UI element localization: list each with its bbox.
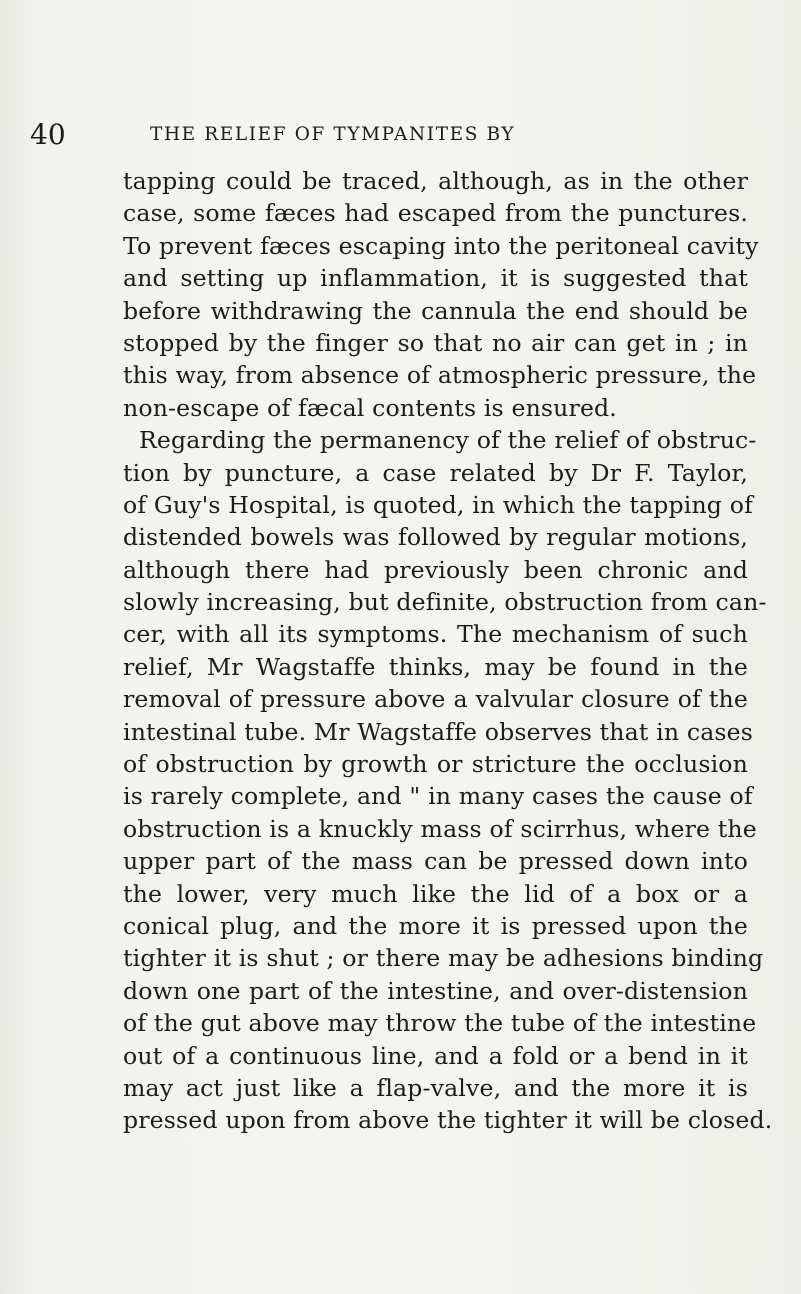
text-line: this way, from absence of atmospheric pressure, the bbox=[123, 361, 757, 390]
text-line: upper part of the mass can be pressed down into bbox=[123, 847, 748, 876]
page-number: 40 bbox=[30, 118, 66, 151]
text-line: tion by puncture, a case related by Dr F. Taylor, bbox=[123, 458, 748, 487]
text-line: down one part of the intestine, and over-distension bbox=[123, 976, 748, 1005]
text-line: of Guy's Hospital, is quoted, in which the tapping of bbox=[123, 490, 753, 519]
page-header bbox=[30, 118, 790, 158]
running-head: THE RELIEF OF TYMPANITES BY bbox=[150, 124, 516, 145]
text-line: stopped by the finger so that no air can get in ; in bbox=[123, 328, 748, 357]
text-line: To prevent fæces escaping into the peritoneal cavity bbox=[123, 231, 759, 260]
text-line: distended bowels was followed by regular motions, bbox=[123, 523, 748, 552]
text-line: of obstruction by growth or stricture the occlusion bbox=[123, 750, 748, 779]
text-line: tapping could be traced, although, as in the other bbox=[123, 167, 748, 195]
text-line: tighter it is shut ; or there may be adhesions binding bbox=[123, 944, 764, 973]
text-line: pressed upon from above the tighter it will be closed. bbox=[123, 1106, 773, 1135]
text-line: intestinal tube. Mr Wagstaffe observes that in cases bbox=[123, 717, 754, 746]
text-line: case, some fæces had escaped from the punctures. bbox=[123, 199, 748, 228]
text-line: Regarding the permanency of the relief of obstruc- bbox=[139, 426, 757, 455]
text-line: may act just like a flap-valve, and the more it is bbox=[123, 1073, 748, 1102]
text-line: slowly increasing, but definite, obstruction from can- bbox=[123, 588, 767, 617]
body-text bbox=[123, 165, 773, 1137]
text-line: cer, with all its symptoms. The mechanism of such bbox=[123, 620, 748, 649]
text-line: non-escape of fæcal contents is ensured. bbox=[123, 393, 617, 422]
text-line: obstruction is a knuckly mass of scirrhus, where the bbox=[123, 814, 757, 843]
text-line: the lower, very much like the lid of a box or a bbox=[123, 879, 748, 908]
text-line: removal of pressure above a valvular closure of the bbox=[123, 685, 748, 714]
text-line: out of a continuous line, and a fold or a bend in it bbox=[123, 1041, 748, 1070]
text-line: relief, Mr Wagstaffe thinks, may be found in the bbox=[123, 652, 748, 681]
text-line: although there had previously been chronic and bbox=[123, 555, 748, 584]
text-line: of the gut above may throw the tube of the intestine bbox=[123, 1009, 757, 1038]
text-line: is rarely complete, and " in many cases the cause of bbox=[123, 782, 753, 811]
text-line: before withdrawing the cannula the end should be bbox=[123, 296, 748, 325]
text-line: conical plug, and the more it is pressed upon the bbox=[123, 911, 748, 940]
text-line: and setting up inflammation, it is suggested that bbox=[123, 264, 748, 293]
